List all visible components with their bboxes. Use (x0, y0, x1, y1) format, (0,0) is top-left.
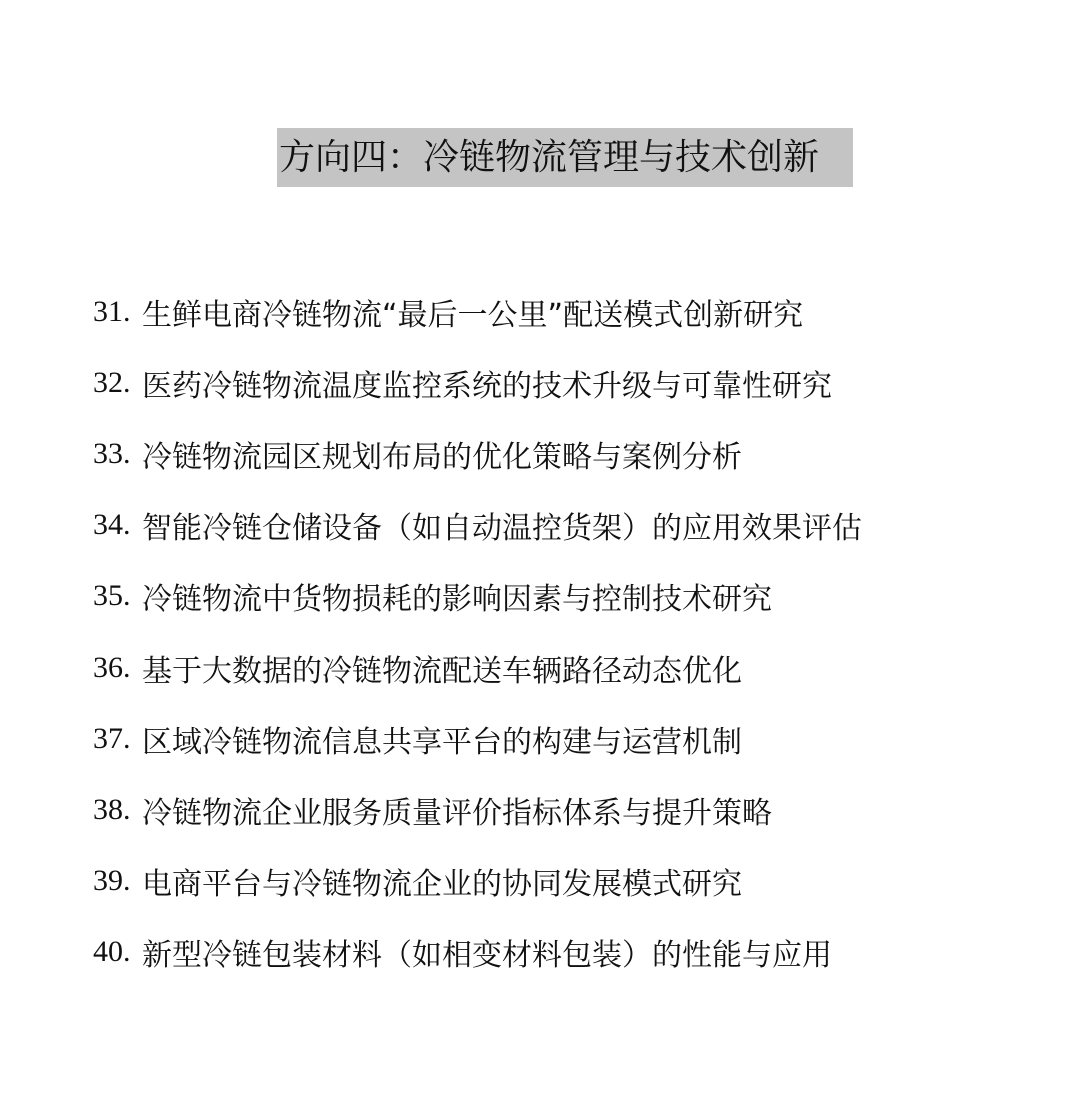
topic-text: 医药冷链物流温度监控系统的技术升级与可靠性研究 (142, 368, 832, 404)
topic-text: 电商平台与冷链物流企业的协同发展模式研究 (142, 867, 742, 903)
topic-number: 40. (93, 935, 131, 969)
topic-text: 新型冷链包装材料（如相变材料包装）的性能与应用 (142, 938, 832, 974)
topic-item (93, 846, 862, 917)
topic-item (93, 418, 862, 489)
topic-text: 冷链物流园区规划布局的优化策略与案例分析 (142, 439, 742, 475)
topic-number: 39. (93, 864, 131, 898)
topic-item (93, 561, 862, 632)
topic-number: 38. (93, 792, 131, 826)
topic-text: 冷链物流中货物损耗的影响因素与控制技术研究 (142, 582, 772, 618)
topic-item (93, 632, 862, 703)
topic-text: 区域冷链物流信息共享平台的构建与运营机制 (142, 724, 742, 760)
topic-text: 智能冷链仓储设备（如自动温控货架）的应用效果评估 (142, 511, 862, 547)
topic-item (93, 347, 862, 418)
topic-item (93, 276, 862, 347)
topic-number: 33. (93, 436, 131, 470)
topic-text: 基于大数据的冷链物流配送车辆路径动态优化 (142, 653, 742, 689)
topic-number: 36. (93, 650, 131, 684)
topic-item (93, 774, 862, 845)
topic-number: 35. (93, 579, 131, 613)
topic-number: 37. (93, 721, 131, 755)
topic-item (93, 917, 862, 988)
topic-number: 32. (93, 365, 131, 399)
topic-number: 31. (93, 294, 131, 328)
topic-text: 冷链物流企业服务质量评价指标体系与提升策略 (142, 795, 772, 831)
topic-list (93, 276, 862, 988)
topic-text: 生鲜电商冷链物流“最后一公里”配送模式创新研究 (142, 297, 804, 333)
topic-item (93, 703, 862, 774)
topic-item (93, 490, 862, 561)
section-heading: 方向四：冷链物流管理与技术创新 (277, 128, 853, 187)
topic-number: 34. (93, 508, 131, 542)
